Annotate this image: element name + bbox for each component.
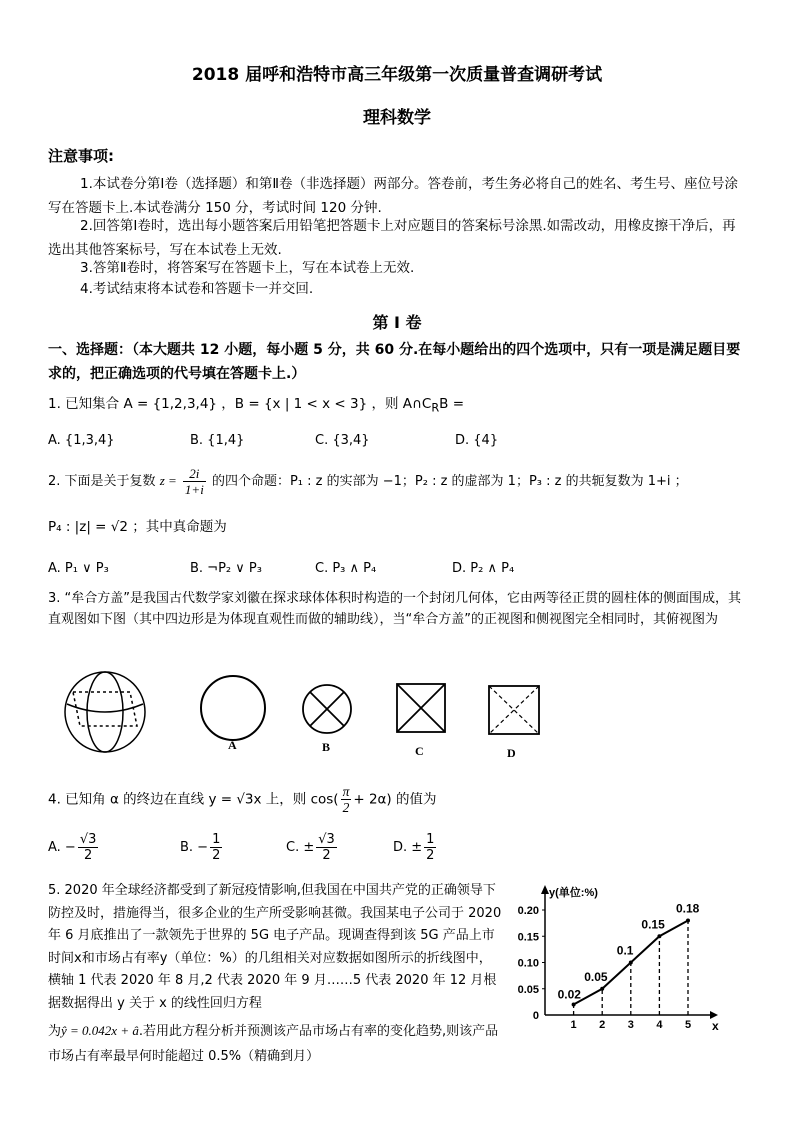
q4-two: 2 (342, 800, 350, 815)
y-axis-label: y(单位:%) (549, 887, 598, 899)
q4-fraction (341, 784, 352, 815)
q2-fraction (183, 466, 206, 497)
y-tick-label: 0 (532, 1010, 539, 1022)
q4-d-den: 2 (426, 848, 435, 863)
q2-line2: P₄ : |z| = √2 ；其中真命题为 (48, 519, 227, 535)
data-point (600, 987, 604, 991)
q3-option-d-figure[interactable] (489, 686, 539, 734)
q5-text: 5. 2020 年全球经济都受到了新冠疫情影响,但我国在中国共产党的正确领导下防控及时，措施得当，很多企业的生产所受影响甚微。我国某电子公司于 2020 年 6 月底推出了一款领先于世界的 5G 电子产品。现调查得到该 5G 产品上市时间x和市场占有率y（单位：%）的几组相关对应数据如图所示的折线图中，横轴 1 代表 2020 年 8 月,2 代表 2020 年 9 月……5 代表 2020 年 12 月根据数据得出 y 关于 x 的线性回归方程 (48, 883, 502, 1011)
x-axis-arrow (710, 1011, 718, 1019)
q2-option-c[interactable]: C. P₃ ∧ P₄ (315, 561, 377, 576)
q2-stem (48, 466, 758, 497)
notes-item-3: 3.答第Ⅱ卷时，将答案写在答题卡上，写在本试卷上无效. (80, 260, 415, 276)
q3-figures (55, 662, 575, 767)
x-axis-label: x (712, 1019, 719, 1033)
y-tick-label: 0.15 (517, 931, 539, 944)
q4-c-frac (316, 832, 337, 863)
y-axis-arrow (541, 885, 549, 894)
q4-pi: π (342, 784, 350, 799)
q4-a-prefix: A. − (48, 840, 76, 855)
data-label: 0.1 (616, 943, 634, 958)
q2-option-a[interactable]: A. P₁ ∨ P₃ (48, 561, 109, 576)
q4-option-c[interactable] (286, 832, 339, 863)
q4-c-den: 2 (322, 848, 331, 863)
q3-label-a: A (228, 738, 237, 752)
q2-z: z = (159, 473, 177, 488)
q5-line-chart (505, 880, 720, 1035)
q1-option-b[interactable]: B. {1,4} (190, 433, 245, 448)
q4-d-prefix: D. ± (393, 840, 423, 855)
x-tick-label: 2 (599, 1019, 606, 1031)
y-tick-label: 0.05 (517, 983, 539, 996)
q1-stem-end: B = (439, 396, 465, 412)
q4-a-den: 2 (83, 848, 93, 863)
section-title: 第 I 卷 (372, 313, 422, 332)
data-label: 0.18 (676, 901, 700, 916)
q4-c-num: √3 (318, 832, 335, 847)
page-title: 2018 届呼和浩特市高三年级第一次质量普查调研考试 (191, 65, 603, 85)
notes-item-2: 2.回答第Ⅰ卷时，选出每小题答案后用铅笔把答题卡上对应题目的答案标号涂黑.如需改动，用橡皮擦干净后，再选出其他答案标号，写在本试卷上无效. (48, 218, 736, 258)
q5-eq-pre: 为 (48, 1024, 62, 1039)
data-label: 0.05 (584, 969, 608, 984)
notes-item-1: 1.本试卷分第Ⅰ卷（选择题）和第Ⅱ卷（非选择题）两部分。答卷前，考生务必将自己的姓名、考生号、座位号涂写在答题卡上.本试卷满分 150 分，考试时间 120 分钟. (48, 176, 739, 216)
q1-stem-text: 1. 已知集合 A = {1,2,3,4} ，B = {x | 1 < x < 3} ，则 A∩C (48, 396, 432, 412)
q4-d-num: 1 (426, 832, 435, 847)
q3-option-b-figure[interactable] (303, 685, 351, 733)
x-tick-label: 3 (627, 1019, 634, 1031)
q3-label-d: D (507, 746, 516, 760)
x-tick-label: 5 (684, 1019, 692, 1031)
q2-option-b[interactable]: B. ¬P₂ ∨ P₃ (190, 561, 262, 576)
q4-b-prefix: B. − (180, 840, 209, 855)
q2-frac-num: 2i (183, 466, 206, 482)
q2-pre: 2. 下面是关于复数 (48, 474, 156, 489)
q5-eq: ŷ = 0.042x + â (61, 1023, 139, 1038)
q1-stem (48, 392, 464, 415)
data-point (572, 1003, 576, 1007)
q4-stem-a: 4. 已知角 α 的终边在直线 y = √3x 上，则 cos( (48, 791, 339, 808)
q2-post: 的四个命题：P₁ : z 的实部为 −1；P₂ : z 的虚部为 1；P₃ : z 的共轭复数为 1+i ； (211, 474, 688, 489)
q3-label-c: C (415, 744, 424, 758)
notes-heading: 注意事项: (48, 147, 114, 165)
q4-option-a[interactable] (48, 832, 100, 863)
y-tick-label: 0.20 (517, 905, 539, 917)
q3-intuitive-figure (65, 672, 145, 752)
q4-option-d[interactable] (393, 832, 438, 863)
q5-equation-line (48, 1018, 503, 1069)
data-point (657, 934, 661, 938)
q4-a-num: √3 (79, 832, 97, 847)
q2-option-d[interactable]: D. P₂ ∧ P₄ (452, 561, 515, 576)
notes-item-4: 4.考试结束将本试卷和答题卡一并交回. (80, 281, 314, 297)
q4-b-frac (210, 832, 222, 863)
q1-option-c[interactable]: C. {3,4} (315, 433, 370, 448)
q4-stem (48, 784, 437, 815)
q4-d-frac (424, 832, 436, 863)
data-label: 0.15 (641, 917, 665, 932)
q4-stem-b: + 2α) 的值为 (353, 791, 437, 808)
q4-a-frac (78, 832, 99, 863)
x-tick-label: 4 (656, 1019, 663, 1031)
section-instruction: 一、选择题：（本大题共 12 小题，每小题 5 分，共 60 分.在每小题给出的四个选项中，只有一项是满足题目要求的，把正确选项的代号填在答题卡上.） (48, 342, 741, 382)
page-subtitle: 理科数学 (363, 108, 431, 128)
data-label: 0.02 (557, 987, 581, 1002)
q4-c-prefix: C. ± (286, 840, 315, 855)
q3-label-b: B (322, 740, 331, 754)
q1-stem-sub: R (431, 401, 440, 415)
q1-option-d[interactable]: D. {4} (455, 433, 499, 448)
q4-b-den: 2 (212, 848, 221, 863)
q5-eq-post: .若用此方程分析并预测该产品市场占有率的变化趋势,则该产品市场占有率最早何时能超过 0.5%（精确到月） (48, 1024, 499, 1064)
q1-option-a[interactable]: A. {1,3,4} (48, 433, 115, 448)
q3-option-a-figure[interactable] (201, 676, 265, 740)
q2-frac-den: 1+i (184, 482, 204, 497)
data-point (629, 961, 633, 965)
data-point (686, 919, 690, 923)
q4-b-num: 1 (212, 832, 221, 847)
q3-text: 3. “牟合方盖”是我国古代数学家刘徽在探求球体体积时构造的一个封闭几何体，它由两等径正贯的圆柱体的侧面围成，其直观图如下图（其中四边形是为体现直观性而做的辅助线），当“牟合方盖”的正视图和侧视图完全相同时，其俯视图为 (48, 591, 742, 627)
x-tick-label: 1 (570, 1019, 577, 1031)
y-tick-label: 0.10 (517, 957, 539, 970)
q4-option-b[interactable] (180, 832, 224, 863)
q3-option-c-figure[interactable] (397, 684, 445, 732)
